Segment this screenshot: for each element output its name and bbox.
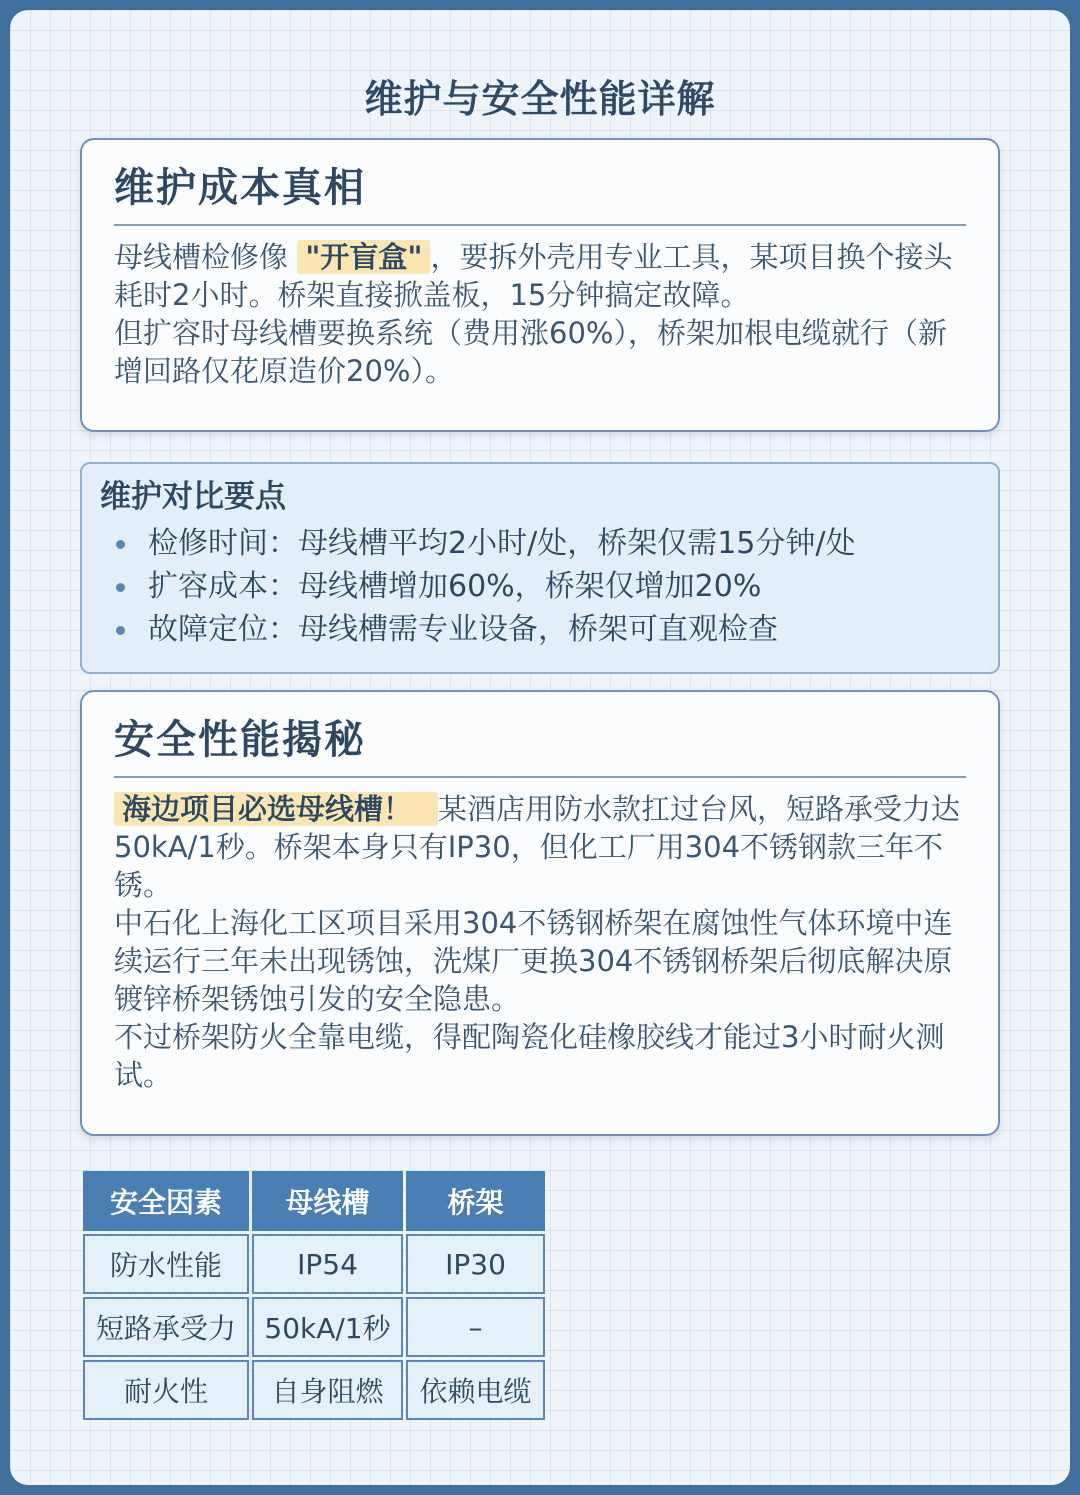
table-header-factor: 安全因素 <box>83 1171 249 1231</box>
comparison-item-expansion-cost: 扩容成本：母线槽增加60%，桥架仅增加20% <box>100 565 980 608</box>
table-cell: – <box>406 1297 545 1357</box>
comparison-item-repair-time: 检修时间：母线槽平均2小时/处，桥架仅需15分钟/处 <box>100 522 980 565</box>
table-row <box>83 1234 545 1294</box>
table-cell: 50kA/1秒 <box>252 1297 403 1357</box>
seaside-highlight: 海边项目必选母线槽！ <box>114 792 438 826</box>
table-cell: IP54 <box>252 1234 403 1294</box>
table-cell: IP30 <box>406 1234 545 1294</box>
table-cell: 自身阻燃 <box>252 1360 403 1420</box>
maintenance-cost-heading: 维护成本真相 <box>114 162 966 226</box>
maintenance-text: 母线槽检修像 <box>114 240 289 274</box>
table-row <box>83 1297 545 1357</box>
comparison-item-fault-location: 故障定位：母线槽需专业设备，桥架可直观检查 <box>100 608 980 651</box>
safety-performance-heading: 安全性能揭秘 <box>114 714 966 778</box>
maintenance-paragraph-2: 但扩容时母线槽要换系统（费用涨60%），桥架加根电缆就行（新增回路仅花原造价20%）。 <box>114 316 947 388</box>
table-header-busway: 母线槽 <box>252 1171 403 1231</box>
maintenance-cost-body <box>114 238 966 390</box>
table-cell: 短路承受力 <box>83 1297 249 1357</box>
safety-comparison-table <box>80 1168 548 1423</box>
page-frame <box>10 10 1070 1485</box>
safety-paragraph-1 <box>114 790 966 904</box>
table-row <box>83 1360 545 1420</box>
safety-paragraph-2: 中石化上海化工区项目采用304不锈钢桥架在腐蚀性气体环境中连续运行三年未出现锈蚀，洗煤厂更换304不锈钢桥架后彻底解决原镀锌桥架锈蚀引发的安全隐患。 <box>114 906 953 1016</box>
maintenance-cost-card <box>80 138 1000 432</box>
safety-performance-card <box>80 690 1000 1136</box>
table-cell: 防水性能 <box>83 1234 249 1294</box>
maintenance-paragraph-1 <box>114 238 966 314</box>
table-header-row <box>83 1171 545 1231</box>
comparison-list <box>100 522 980 651</box>
table-cell: 耐火性 <box>83 1360 249 1420</box>
maintenance-text: ，要拆外壳用专业工具，某项目换个接头耗时2小时。桥架直接掀盖板，15分钟搞定故障。 <box>114 240 953 312</box>
safety-text: 某酒店用防水款扛过台风，短路承受力达50kA/1秒。桥架本身只有IP30，但化工厂用304不锈钢款三年不锈。 <box>114 792 961 902</box>
blind-box-highlight: "开盲盒" <box>297 240 430 274</box>
comparison-note-title: 维护对比要点 <box>100 479 286 515</box>
maintenance-comparison-note <box>80 462 1000 674</box>
table-header-tray: 桥架 <box>406 1171 545 1231</box>
safety-paragraph-3: 不过桥架防火全靠电缆，得配陶瓷化硅橡胶线才能过3小时耐火测试。 <box>114 1020 945 1092</box>
page-title: 维护与安全性能详解 <box>364 77 716 121</box>
safety-performance-body <box>114 790 966 1094</box>
table-cell: 依赖电缆 <box>406 1360 545 1420</box>
